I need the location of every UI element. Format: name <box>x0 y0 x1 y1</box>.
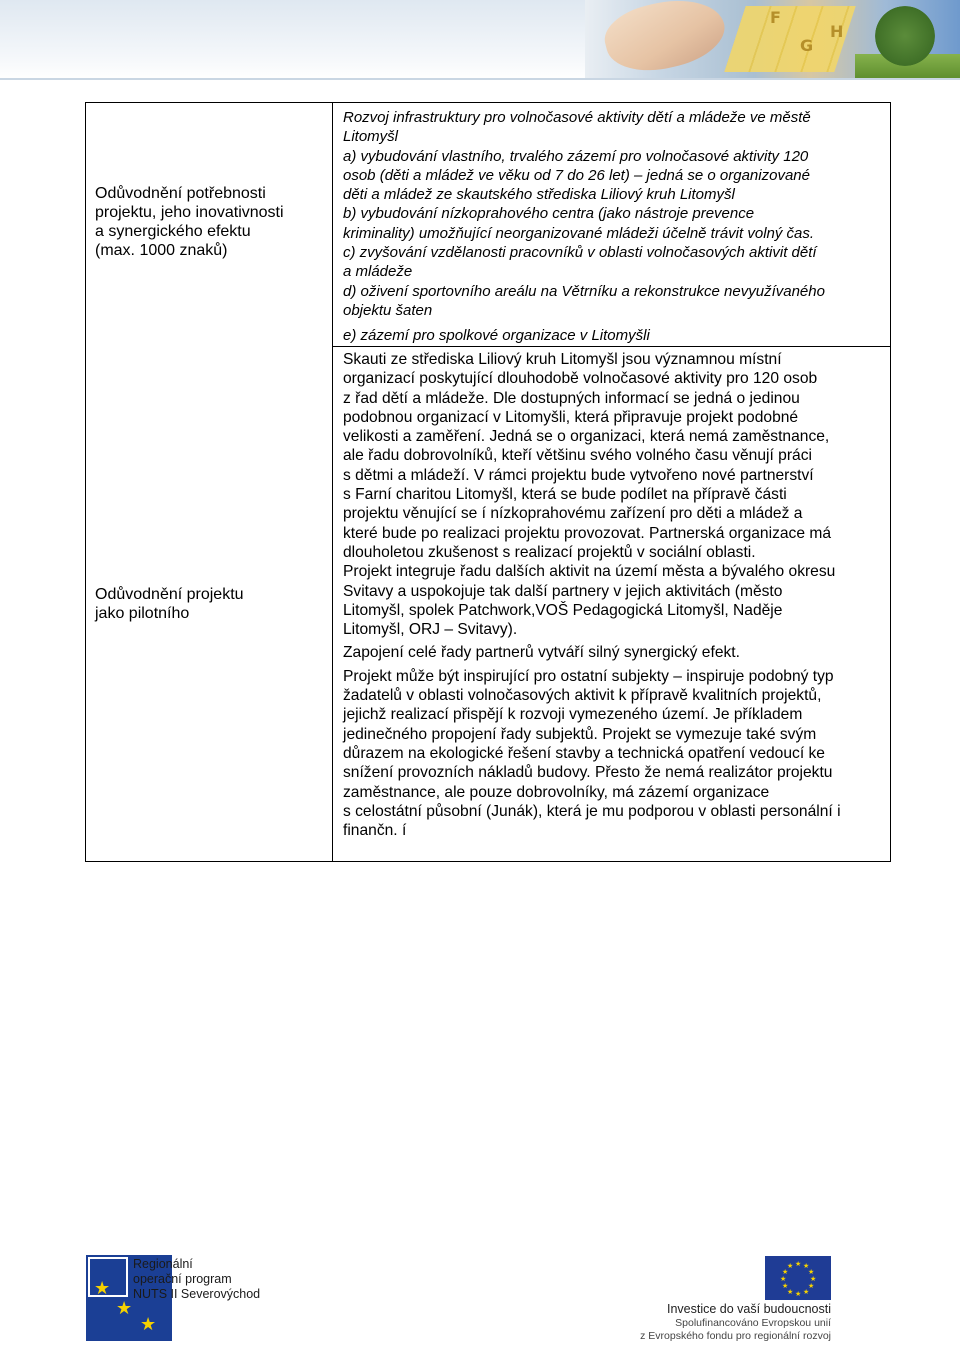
text-line: organizací poskytující dlouhodobě volnočasové aktivity pro 120 osob <box>343 370 818 388</box>
rop-logo-text <box>133 1257 293 1302</box>
text-line: s dětmi a mládeží. V rámci projektu bude vytvořeno nové partnerství <box>343 466 814 484</box>
header-photo <box>585 0 960 78</box>
eu-flag-icon <box>765 1256 831 1300</box>
text-line: osob (děti a mládež ve věku od 7 do 26 let) – jedná se o organizované <box>343 166 810 184</box>
header-divider <box>0 78 960 80</box>
text-line: projektu věnující se í nízkoprahovému zařízení pro děti a mládež a <box>343 505 803 523</box>
text-line: e) zázemí pro spolkové organizace v Litomyšli <box>343 327 650 345</box>
text-line: důrazem na ekologické řešení stavby a technická opatření vedoucí ke <box>343 744 825 762</box>
text-line: z řad dětí a mládeže. Dle dostupných informací se jedná o jedinou <box>343 389 800 407</box>
star-icon: ★ <box>94 1278 111 1298</box>
star-icon: ★ <box>782 1269 789 1276</box>
star-icon: ★ <box>782 1283 789 1290</box>
text-line: Litomyšl, spolek Patchwork,VOŠ Pedagogická Litomyšl, Naděje <box>343 601 783 619</box>
text-line: a mládeže <box>343 263 413 281</box>
text-line: které bude po realizaci projektu provozovat. Partnerská organizace má <box>343 524 831 542</box>
text-line: Litomyšl <box>343 128 399 146</box>
text-line: zaměstnance, ale pouze dobrovolníky, má zázemí organizace <box>343 783 770 801</box>
text-line: finančn. í <box>343 822 407 840</box>
star-icon: ★ <box>795 1261 802 1268</box>
eu-funding-text <box>640 1302 831 1343</box>
text-line: d) oživení sportovního areálu na Větrníku a rekonstrukce nevyužívaného <box>343 282 825 300</box>
banner-key-letter: H <box>830 22 844 41</box>
rop-text-line: NUTS II Severovýchod <box>133 1287 261 1301</box>
table-row-divider <box>332 346 891 347</box>
star-icon: ★ <box>787 1289 794 1296</box>
rop-text-line: operační program <box>133 1272 232 1286</box>
text-line: velikosti a zaměření. Jedná se o organizaci, která nemá zaměstnance, <box>343 428 830 446</box>
star-icon: ★ <box>116 1298 133 1318</box>
text-line: Skauti ze střediska Liliový kruh Litomyšl jsou významnou místní <box>343 351 782 368</box>
text-line: ale řadu dobrovolníků, kteří většinu svého volného času věnují práci <box>343 447 812 465</box>
row-label-line: Odůvodnění projektu <box>95 586 244 603</box>
star-icon: ★ <box>803 1289 810 1296</box>
row-label-need-justification <box>95 184 320 260</box>
text-line: kriminality) umožňující neorganizované mládeži účelně trávit volný čas. <box>343 224 815 242</box>
star-icon: ★ <box>810 1276 817 1283</box>
text-line: žadatelů v oblasti volnočasových aktivit k přípravě kvalitních projektů, <box>343 687 822 705</box>
text-line: jedinečného propojení řady subjektů. Projekt se vymezuje také svým <box>343 725 817 743</box>
text-line: Projekt integruje řadu dalších aktivit na území města a bývalého okresu <box>343 563 836 581</box>
text-line: jejichž realizací přispějí k rozvoji vymezeného území. Je příkladem <box>343 706 803 724</box>
table-column-divider <box>332 102 333 862</box>
star-icon: ★ <box>140 1314 157 1334</box>
text-line: c) zvyšování vzdělanosti pracovníků v oblasti volnočasových aktivit dětí <box>343 244 817 262</box>
row-label-line: Odůvodnění potřebnosti <box>95 185 266 202</box>
row2-content-text <box>343 350 885 840</box>
eu-fund-line: z Evropského fondu pro regionální rozvoj <box>640 1330 831 1342</box>
eu-cofinancing-line: Spolufinancováno Evropskou unií <box>675 1317 831 1329</box>
rop-text-line: Regionální <box>133 1257 193 1271</box>
eu-slogan: Investice do vaší budoucnosti <box>667 1302 831 1316</box>
banner-key-letter: F <box>770 8 781 27</box>
row-label-pilot-justification <box>95 585 320 623</box>
text-line: dlouholetou zkušenost s realizací projektů v sociální oblasti. <box>343 543 756 561</box>
row-label-line: a synergického efektu <box>95 223 251 240</box>
row-label-line: jako pilotního <box>95 605 190 622</box>
text-line: podobnou organizací v Litomyšli, která připravuje projekt podobné <box>343 408 799 426</box>
text-line: děti a mládež ze skautského střediska Liliový kruh Litomyšl <box>343 186 735 204</box>
text-line: Rozvoj infrastruktury pro volnočasové aktivity dětí a mládeže ve městě <box>343 109 811 126</box>
text-line: Svitavy a uspokojuje tak další partnery v jejich aktivitách (město <box>343 582 783 600</box>
star-icon: ★ <box>795 1291 802 1298</box>
banner-key-letter: G <box>800 36 814 55</box>
text-line: Zapojení celé řady partnerů vytváří silný synergický efekt. <box>343 644 740 662</box>
star-icon: ★ <box>787 1263 794 1270</box>
star-icon: ★ <box>780 1276 787 1283</box>
text-line: a) vybudování vlastního, trvalého zázemí pro volnočasové aktivity 120 <box>343 147 809 165</box>
text-line: Litomyšl, ORJ – Svitavy). <box>343 621 518 639</box>
text-line: s celostátní působní (Junák), která je mu podporou v oblasti personální i <box>343 802 841 820</box>
row-label-line: (max. 1000 znaků) <box>95 242 228 259</box>
text-line: b) vybudování nízkoprahového centra (jako nástroje prevence <box>343 205 755 223</box>
text-line: snížení provozních nákladů budovy. Přesto že nemá realizátor projektu <box>343 764 833 782</box>
text-line: Projekt může být inspirující pro ostatní subjekty – inspiruje podobný typ <box>343 667 834 685</box>
banner-tree-image <box>875 6 935 66</box>
star-icon: ★ <box>808 1269 815 1276</box>
text-line: s Farní charitou Litomyšl, která se bude podílet na přípravě části <box>343 486 787 504</box>
row-label-line: projektu, jeho inovativnosti <box>95 204 284 221</box>
row1-content-text <box>343 108 885 346</box>
star-icon: ★ <box>808 1283 815 1290</box>
text-line: objektu šaten <box>343 301 433 319</box>
banner-hand-image <box>599 0 731 78</box>
star-icon: ★ <box>803 1263 810 1270</box>
